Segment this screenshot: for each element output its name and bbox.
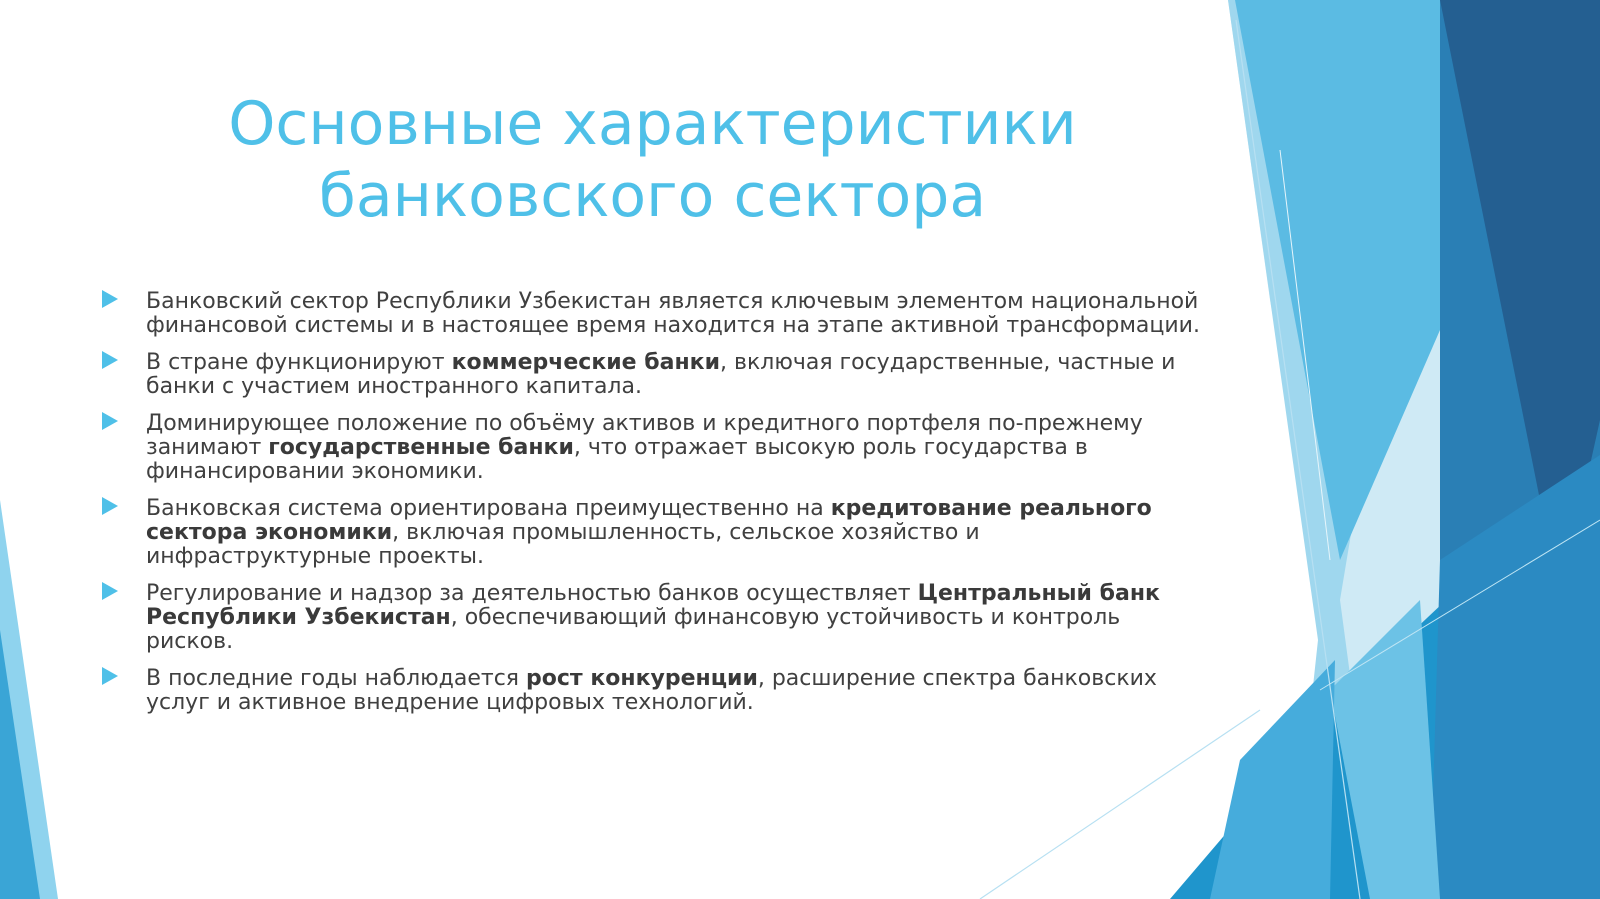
bullet-2-bold-1: коммерческие банки — [451, 350, 721, 375]
right-shape-highlight — [1210, 660, 1335, 899]
bullet-3-bold-1: государственные банки — [268, 435, 574, 460]
triangle-bullet-icon — [102, 290, 118, 308]
triangle-bullet-icon — [102, 667, 118, 685]
bullet-item-2 — [100, 351, 1210, 399]
triangle-bullet-icon — [102, 582, 118, 600]
bullet-4-text-2: , включая промышленность, сельское хозяйство и инфраструктурные проекты. — [146, 520, 980, 569]
triangle-bullet-icon — [102, 351, 118, 369]
triangle-bullet-icon — [102, 412, 118, 430]
bullet-6-bold-1: рост конкуренции — [526, 666, 758, 691]
bullet-4-text-1: Банковская система ориентирована преимущественно на — [146, 496, 831, 521]
bullet-5-bold-1: Центральный банк Республики Узбекистан — [146, 581, 1160, 630]
slide-title-line-2: банковского сектора — [318, 161, 987, 231]
bullet-1-text-1: Банковский сектор Республики Узбекистан является ключевым элементом национальной финансовой системы и в настоящее время находится на этапе активной трансформации. — [146, 289, 1200, 338]
bullet-4-bold-1: кредитование реального сектора экономики — [146, 496, 1152, 545]
bullet-2-text-2: , включая государственные, частные и банки с участием иностранного капитала. — [146, 350, 1176, 399]
bullet-3-text-2: , что отражает высокую роль государства в финансировании экономики. — [146, 435, 1088, 484]
triangle-bullet-icon — [102, 497, 118, 515]
bullet-item-1 — [100, 290, 1210, 338]
bullet-item-5 — [100, 582, 1210, 654]
bullet-2-text-1: В стране функционируют — [146, 350, 452, 375]
slide-title — [140, 88, 1165, 232]
bullet-list — [100, 290, 1210, 728]
bullet-item-4 — [100, 497, 1210, 569]
slide-title-line-1: Основные характеристики — [228, 89, 1077, 159]
bullet-6-text-2: , расширение спектра банковских услуг и активное внедрение цифровых технологий. — [146, 666, 1157, 715]
bullet-item-6 — [100, 667, 1210, 715]
bullet-6-text-1: В последние годы наблюдается — [146, 666, 527, 691]
bullet-3-text-1: Доминирующее положение по объёму активов и кредитного портфеля по-прежнему занимают — [146, 411, 1143, 460]
bullet-5-text-2: , обеспечивающий финансовую устойчивость и контроль рисков. — [146, 605, 1121, 654]
bullet-item-3 — [100, 412, 1210, 484]
bullet-5-text-1: Регулирование и надзор за деятельностью банков осуществляет — [146, 581, 918, 606]
